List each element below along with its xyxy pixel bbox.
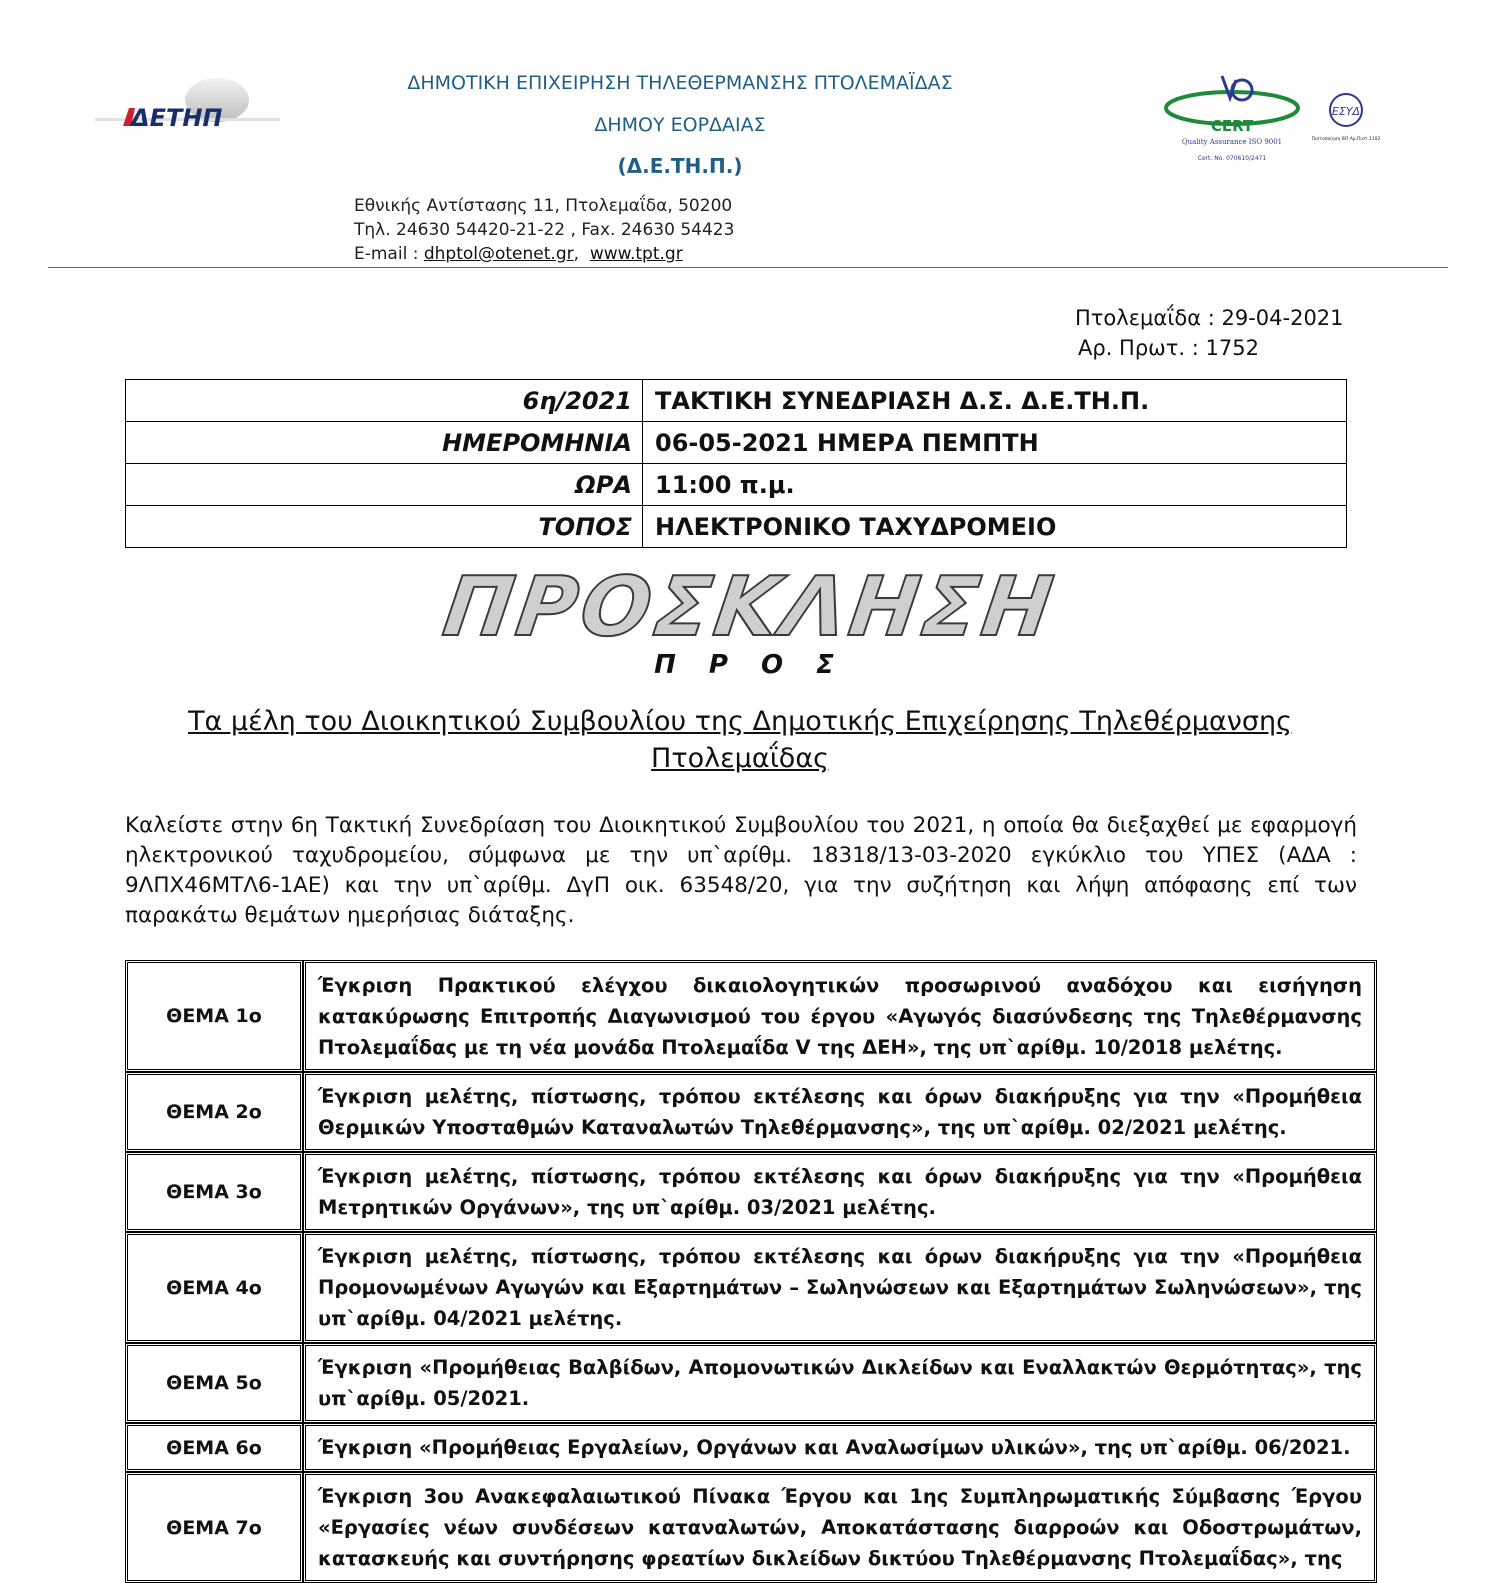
esyd-logo — [1311, 92, 1381, 152]
meeting-row — [126, 422, 1347, 464]
meeting-value: 11:00 π.μ. — [643, 464, 1347, 506]
meeting-value: ΗΛΕΚΤΡΟΝΙΚΟ ΤΑΧΥΔΡΟΜΕΙΟ — [643, 506, 1347, 548]
email-label: E-mail : — [354, 244, 419, 264]
agenda-topic-text: Έγκριση μελέτης, πίστωσης, τρόπου εκτέλεσης και όρων διακήρυξης για την «Προμήθεια Μετρητικών Οργάνων», της υπ`αρίθμ. 03/2021 μελέτης. — [303, 1152, 1377, 1232]
agenda-topic-text: Έγκριση «Προμήθειας Εργαλείων, Οργάνων και Αναλωσίμων υλικών», της υπ`αρίθμ. 06/2021. — [303, 1423, 1377, 1472]
agenda-topic-label: ΘΕΜΑ 6ο — [125, 1423, 303, 1472]
agenda-topic-label: ΘΕΜΑ 1ο — [125, 960, 303, 1072]
agenda-topic-text: Έγκριση 3ου Ανακεφαλαιωτικού Πίνακα Έργου και 1ης Συμπληρωματικής Σύμβασης Έργου «Εργασίες νέων συνδέσεων καταναλωτών, Αποκατάστασης διαρροών και Οδοστρωμάτων, κατασκευής και συντήρησης φρεατίων δικλείδων δικτύου Τηλεθέρμανσης Πτολεμαΐδας», της — [303, 1472, 1377, 1583]
agenda-row — [125, 1152, 1377, 1232]
agenda-row — [125, 1232, 1377, 1343]
protocol-number: Αρ. Πρωτ. : 1752 — [1078, 336, 1259, 360]
organization-name: ΔΗΜΟΤΙΚΗ ΕΠΙΧΕΙΡΗΣΗ ΤΗΛΕΘΕΡΜΑΝΣΗΣ ΠΤΟΛΕΜΑΪΔΑΣ — [407, 72, 953, 94]
recipients — [160, 703, 1320, 777]
header-divider — [48, 267, 1448, 268]
agenda-row — [125, 1472, 1377, 1583]
phone-fax: Τηλ. 24630 54420-21-22 , Fax. 24630 54423 — [354, 220, 735, 240]
meeting-key: 6η/2021 — [126, 380, 643, 422]
agenda-topic-text: Έγκριση «Προμήθειας Βαλβίδων, Απομονωτικών Δικλείδων και Εναλλακτών Θερμότητας», της υπ`αρίθμ. 05/2021. — [303, 1343, 1377, 1423]
agenda-topic-text: Έγκριση μελέτης, πίστωσης, τρόπου εκτέλεσης και όρων διακήρυξης για την «Προμήθεια Προμονωμένων Αγωγών και Εξαρτημάτων – Σωληνώσεων και Εξαρτημάτων Σωληνώσεων», της υπ`αρίθμ. 04/2021 μελέτης. — [303, 1232, 1377, 1343]
recipients-line-1: Τα μέλη του Διοικητικού Συμβουλίου της Δημοτικής Επιχείρησης Τηλεθέρμανσης — [188, 706, 1292, 737]
meeting-row — [126, 506, 1347, 548]
contact-line: E-mail : dhptol@otenet.gr, www.tpt.gr — [354, 244, 683, 264]
agenda-row — [125, 960, 1377, 1072]
meeting-key: ΩΡΑ — [126, 464, 643, 506]
agenda-topic-text: Έγκριση μελέτης, πίστωσης, τρόπου εκτέλεσης και όρων διακήρυξης για την «Προμήθεια Θερμικών Υποσταθμών Καταναλωτών Τηλεθέρμανσης», της υπ`αρίθμ. 02/2021 μελέτης. — [303, 1072, 1377, 1152]
address: Εθνικής Αντίστασης 11, Πτολεμαΐδα, 50200 — [354, 196, 733, 216]
meeting-value: ΤΑΚΤΙΚΗ ΣΥΝΕΔΡΙΑΣΗ Δ.Σ. Δ.Ε.ΤΗ.Π. — [643, 380, 1347, 422]
agenda-row — [125, 1423, 1377, 1472]
municipality-name: ΔΗΜΟΥ ΕΟΡΔΑΙΑΣ — [594, 114, 766, 136]
esyd-subtitle: Πιστοποίηση ΒΠ Αρ.Πιστ.1102 — [1311, 137, 1381, 142]
organization-abbreviation: (Δ.Ε.ΤΗ.Π.) — [617, 154, 743, 178]
cert-subtitle: Quality Assurance ISO 9001 — [1181, 138, 1283, 146]
logo-text: ΔΕΤΗΠ — [131, 104, 223, 132]
agenda-topic-label: ΘΕΜΑ 3ο — [125, 1152, 303, 1232]
to-label: Π Ρ Ο Σ — [654, 650, 846, 680]
recipients-line-2: Πτολεμαΐδας — [651, 743, 829, 774]
meeting-row — [126, 464, 1347, 506]
detip-logo — [95, 78, 280, 138]
website-link[interactable]: www.tpt.gr — [589, 244, 683, 264]
agenda-topic-label: ΘΕΜΑ 5ο — [125, 1343, 303, 1423]
agenda-topic-label: ΘΕΜΑ 4ο — [125, 1232, 303, 1343]
meeting-row — [126, 380, 1347, 422]
cert-number: Cert. No. 070610/2471 — [1197, 155, 1267, 162]
esyd-text: ΕΣΥΔ — [1331, 105, 1361, 118]
agenda-table — [125, 960, 1377, 1583]
cert-text: CERT — [1210, 117, 1254, 135]
agenda-topic-label: ΘΕΜΑ 7ο — [125, 1472, 303, 1583]
invitation-title: ΠΡΟΣΚΛΗΣΗ — [437, 560, 1063, 655]
meeting-key: ΤΟΠΟΣ — [126, 506, 643, 548]
qmscert-logo — [1160, 68, 1305, 168]
meeting-key: ΗΜΕΡΟΜΗΝΙΑ — [126, 422, 643, 464]
agenda-row — [125, 1343, 1377, 1423]
meeting-value: 06-05-2021 ΗΜΕΡΑ ΠΕΜΠΤΗ — [643, 422, 1347, 464]
meeting-info-table — [125, 379, 1347, 548]
agenda-topic-label: ΘΕΜΑ 2ο — [125, 1072, 303, 1152]
email-link[interactable]: dhptol@otenet.gr — [423, 244, 574, 264]
intro-paragraph: Καλείστε στην 6η Τακτική Συνεδρίαση του Διοικητικού Συμβουλίου του 2021, η οποία θα διεξαχθεί με εφαρμογή ηλεκτρονικού ταχυδρομείου, σύμφωνα με την υπ`αρίθμ. 18318/13-03-2020 εγκύκλιο του ΥΠΕΣ (ΑΔΑ : 9ΛΠΧ46ΜΤΛ6-1ΑΕ) και την υπ`αρίθμ. ΔγΠ οικ. 63548/20, για την συζήτηση και λήψη απόφασης επί των παρακάτω θεμάτων ημερήσιας διάταξης. — [125, 813, 1357, 928]
agenda-topic-text: Έγκριση Πρακτικού ελέγχου δικαιολογητικών προσωρινού αναδόχου και εισήγηση κατακύρωσης Επιτροπής Διαγωνισμού του έργου «Αγωγός διασύνδεσης της Τηλεθέρμανσης Πτολεμαΐδας με τη νέα μονάδα Πτολεμαΐδα V της ΔΕΗ», της υπ`αρίθμ. 10/2018 μελέτης. — [303, 960, 1377, 1072]
document-date: Πτολεμαΐδα : 29-04-2021 — [1075, 306, 1344, 330]
agenda-row — [125, 1072, 1377, 1152]
